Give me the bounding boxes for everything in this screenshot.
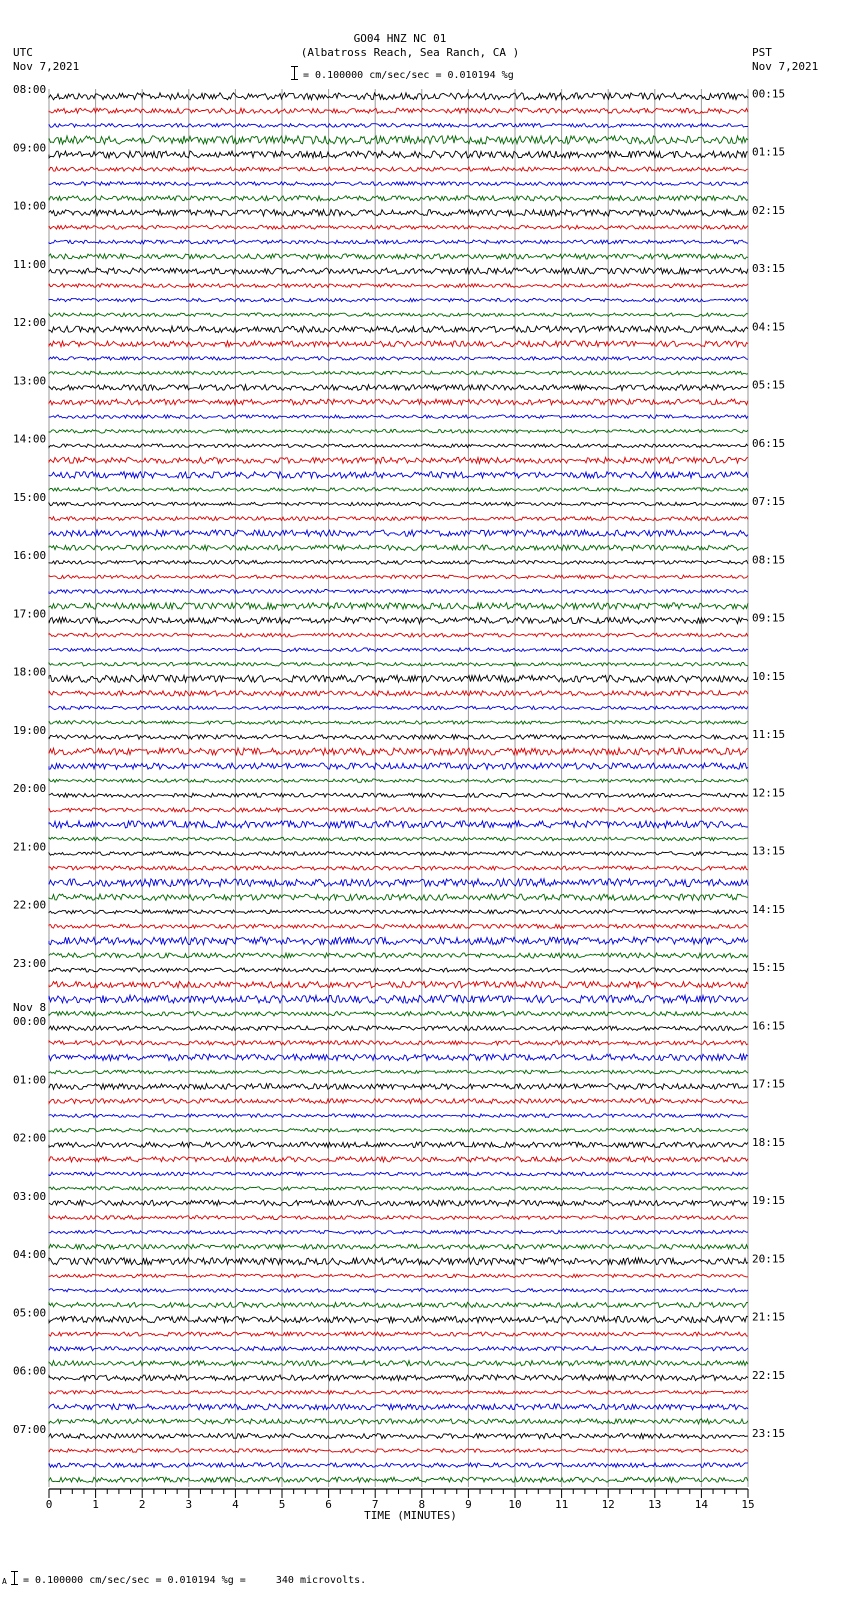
footer-scale-bar-icon	[14, 1571, 15, 1585]
utc-hour-label: 05:00	[13, 1306, 47, 1320]
seismic-trace	[49, 298, 748, 302]
seismic-trace	[49, 182, 748, 186]
seismic-trace	[49, 210, 748, 216]
seismic-trace	[49, 995, 748, 1003]
utc-hour-label: 12:00	[13, 316, 47, 329]
left-timezone: UTC	[13, 46, 33, 59]
utc-hour-label: 14:00	[13, 432, 47, 446]
seismic-trace	[49, 1361, 748, 1366]
seismic-trace	[49, 167, 748, 171]
seismic-trace	[49, 545, 748, 550]
seismic-trace	[49, 1404, 748, 1410]
seismic-trace	[49, 472, 748, 478]
seismic-trace	[49, 779, 748, 783]
seismic-trace	[49, 590, 748, 594]
pst-hour-label: 19:15	[752, 1194, 786, 1208]
utc-hour-label: 10:00	[13, 199, 47, 213]
seismic-trace	[49, 1187, 748, 1191]
seismic-trace	[49, 633, 748, 637]
pst-hour-label: 12:15	[752, 786, 786, 800]
seismic-trace	[49, 706, 748, 710]
seismic-trace	[49, 663, 748, 667]
x-tick-label: 9	[465, 1498, 472, 1511]
seismic-trace	[49, 1084, 748, 1090]
x-tick-label: 6	[325, 1498, 332, 1511]
utc-hour-label: 02:00	[13, 1131, 47, 1145]
seismic-trace	[49, 1172, 748, 1176]
seismic-trace	[49, 313, 748, 317]
pst-hour-label: 11:15	[752, 728, 786, 742]
seismic-trace	[49, 894, 748, 900]
utc-hour-label: 09:00	[13, 141, 47, 155]
seismic-trace	[49, 603, 748, 609]
pst-hour-label: 20:15	[752, 1252, 786, 1266]
seismic-trace	[49, 457, 748, 463]
seismic-trace	[49, 1419, 748, 1424]
footer-scale-text: = 0.100000 cm/sec/sec = 0.010194 %g = 340 microvolts.	[23, 1575, 367, 1586]
utc-hour-label: 21:00	[13, 840, 47, 854]
seismic-trace	[49, 953, 748, 958]
x-tick-label: 1	[92, 1498, 99, 1511]
seismic-trace	[49, 1347, 748, 1351]
seismic-trace	[49, 968, 748, 972]
seismic-trace	[49, 1012, 748, 1017]
x-tick-label: 13	[648, 1498, 662, 1511]
left-date: Nov 7,2021	[13, 60, 80, 73]
seismic-trace	[49, 225, 748, 229]
date-change-label: Nov 8	[13, 1001, 47, 1014]
plot-subtitle: (Albatross Reach, Sea Ranch, CA )	[300, 46, 520, 59]
seismic-trace	[49, 748, 748, 755]
seismic-trace	[49, 430, 748, 434]
pst-hour-label: 16:15	[752, 1019, 786, 1033]
utc-hour-label: 07:00	[13, 1422, 47, 1436]
seismic-trace	[49, 1054, 748, 1060]
pst-hour-label: 06:15	[752, 436, 786, 450]
pst-hour-label: 02:15	[752, 203, 786, 217]
seismic-trace	[49, 1216, 748, 1220]
seismic-trace	[49, 721, 748, 725]
utc-hour-label: 22:00	[13, 898, 47, 912]
seismic-trace	[49, 837, 748, 841]
seismic-trace	[49, 866, 748, 870]
seismic-trace	[49, 444, 748, 448]
seismic-trace	[49, 1099, 748, 1104]
x-tick-label: 5	[278, 1498, 286, 1511]
seismic-trace	[49, 517, 748, 521]
seismic-trace	[49, 502, 748, 506]
pst-hour-label: 08:15	[752, 553, 786, 567]
utc-hour-label: 06:00	[13, 1364, 47, 1378]
seismic-trace	[49, 1434, 748, 1439]
seismic-trace	[49, 821, 748, 828]
seismic-trace	[49, 1070, 748, 1074]
utc-hour-label: 13:00	[13, 374, 47, 388]
seismic-trace	[49, 575, 748, 579]
pst-hour-label: 09:15	[752, 611, 786, 625]
seismic-trace	[49, 254, 748, 259]
seismic-trace	[49, 1142, 748, 1147]
seismic-trace	[49, 1391, 748, 1395]
seismic-trace	[49, 93, 748, 100]
seismic-trace	[49, 1230, 748, 1234]
seismic-trace	[49, 326, 748, 332]
seismic-trace	[49, 852, 748, 856]
utc-hour-label: 01:00	[13, 1073, 47, 1087]
x-tick-label: 0	[45, 1498, 53, 1511]
right-timezone: PST	[752, 46, 772, 59]
x-tick-label: 7	[371, 1498, 379, 1511]
pst-hour-label: 14:15	[752, 902, 786, 916]
utc-hour-label: 03:00	[13, 1189, 47, 1203]
pst-hour-label: 00:15	[752, 87, 786, 101]
seismic-trace	[49, 937, 748, 945]
seismic-trace	[49, 617, 748, 623]
seismic-trace	[49, 1258, 748, 1265]
utc-hour-label: 00:00	[13, 1015, 47, 1028]
seismic-trace	[49, 136, 748, 144]
right-date: Nov 7,2021	[752, 60, 819, 73]
seismic-trace	[49, 1289, 748, 1293]
x-tick-label: 4	[232, 1498, 239, 1511]
pst-hour-label: 21:15	[752, 1310, 786, 1324]
seismic-trace	[49, 1041, 748, 1046]
seismic-trace	[49, 981, 748, 987]
utc-hour-label: 17:00	[13, 607, 47, 621]
seismic-trace	[49, 763, 748, 769]
seismic-trace	[49, 399, 748, 405]
seismic-trace	[49, 268, 748, 274]
seismic-trace	[49, 1463, 748, 1468]
seismic-trace	[49, 691, 748, 696]
seismic-trace	[49, 357, 748, 361]
seismic-trace	[49, 151, 748, 158]
seismic-trace	[49, 196, 748, 201]
seismic-trace	[49, 371, 748, 375]
scale-text: = 0.100000 cm/sec/sec = 0.010194 %g	[303, 70, 514, 81]
pst-hour-label: 15:15	[752, 961, 786, 975]
seismic-trace	[49, 924, 748, 928]
utc-hour-label: 23:00	[13, 956, 47, 970]
seismic-trace	[49, 910, 748, 914]
seismic-trace	[49, 284, 748, 288]
seismic-trace	[49, 1200, 748, 1206]
utc-hour-label: 20:00	[13, 782, 47, 795]
x-tick-label: 12	[601, 1498, 615, 1511]
pst-hour-label: 22:15	[752, 1368, 786, 1382]
seismic-trace	[49, 560, 748, 564]
x-tick-label: 2	[138, 1498, 146, 1511]
x-tick-label: 15	[741, 1498, 755, 1511]
seismic-trace	[49, 1449, 748, 1453]
seismic-trace	[49, 675, 748, 682]
seismic-trace	[49, 108, 748, 113]
x-tick-label: 3	[185, 1498, 193, 1511]
seismic-trace	[49, 1477, 748, 1482]
pst-hour-label: 01:15	[752, 145, 786, 159]
utc-hour-label: 11:00	[13, 257, 47, 271]
utc-hour-label: 04:00	[13, 1248, 47, 1261]
seismic-trace	[49, 488, 748, 492]
x-tick-label: 8	[418, 1498, 426, 1511]
seismic-trace	[49, 793, 748, 797]
x-axis-label: TIME (MINUTES)	[364, 1509, 457, 1522]
seismic-trace	[49, 1274, 748, 1278]
utc-hour-label: 16:00	[13, 549, 47, 562]
pst-hour-label: 04:15	[752, 320, 786, 334]
seismic-trace	[49, 735, 748, 740]
x-tick-label: 10	[508, 1498, 522, 1511]
seismic-trace	[49, 240, 748, 244]
seismic-trace	[49, 808, 748, 812]
utc-hour-label: 15:00	[13, 490, 47, 504]
pst-hour-label: 10:15	[752, 669, 786, 683]
seismic-trace	[49, 879, 748, 887]
pst-hour-label: 07:15	[752, 495, 786, 509]
utc-hour-label: 18:00	[13, 665, 47, 679]
plot-title: GO04 HNZ NC 01	[353, 32, 447, 45]
seismic-trace	[49, 415, 748, 419]
pst-hour-label: 03:15	[752, 262, 786, 276]
seismic-trace	[49, 1244, 748, 1249]
seismic-trace	[49, 1316, 748, 1322]
pst-hour-label: 17:15	[752, 1077, 786, 1091]
seismic-trace	[49, 1157, 748, 1162]
pst-hour-label: 23:15	[752, 1427, 786, 1441]
pst-hour-label: 05:15	[752, 378, 786, 392]
utc-hour-label: 08:00	[13, 83, 47, 96]
seismic-trace	[49, 1332, 748, 1336]
pst-hour-label: 18:15	[752, 1135, 786, 1149]
seismic-trace	[49, 1375, 748, 1381]
seismic-trace	[49, 385, 748, 391]
seismic-trace	[49, 341, 748, 347]
seismic-trace	[49, 530, 748, 536]
seismic-trace	[49, 1114, 748, 1118]
utc-hour-label: 19:00	[13, 723, 47, 737]
seismic-trace	[49, 1129, 748, 1133]
seismic-trace	[49, 1302, 748, 1307]
seismic-trace	[49, 648, 748, 652]
seismic-trace	[49, 124, 748, 128]
footer-prefix: A	[2, 1577, 7, 1586]
x-tick-label: 14	[694, 1498, 709, 1511]
pst-hour-label: 13:15	[752, 844, 786, 858]
seismic-trace	[49, 1026, 748, 1031]
x-tick-label: 11	[554, 1498, 569, 1511]
